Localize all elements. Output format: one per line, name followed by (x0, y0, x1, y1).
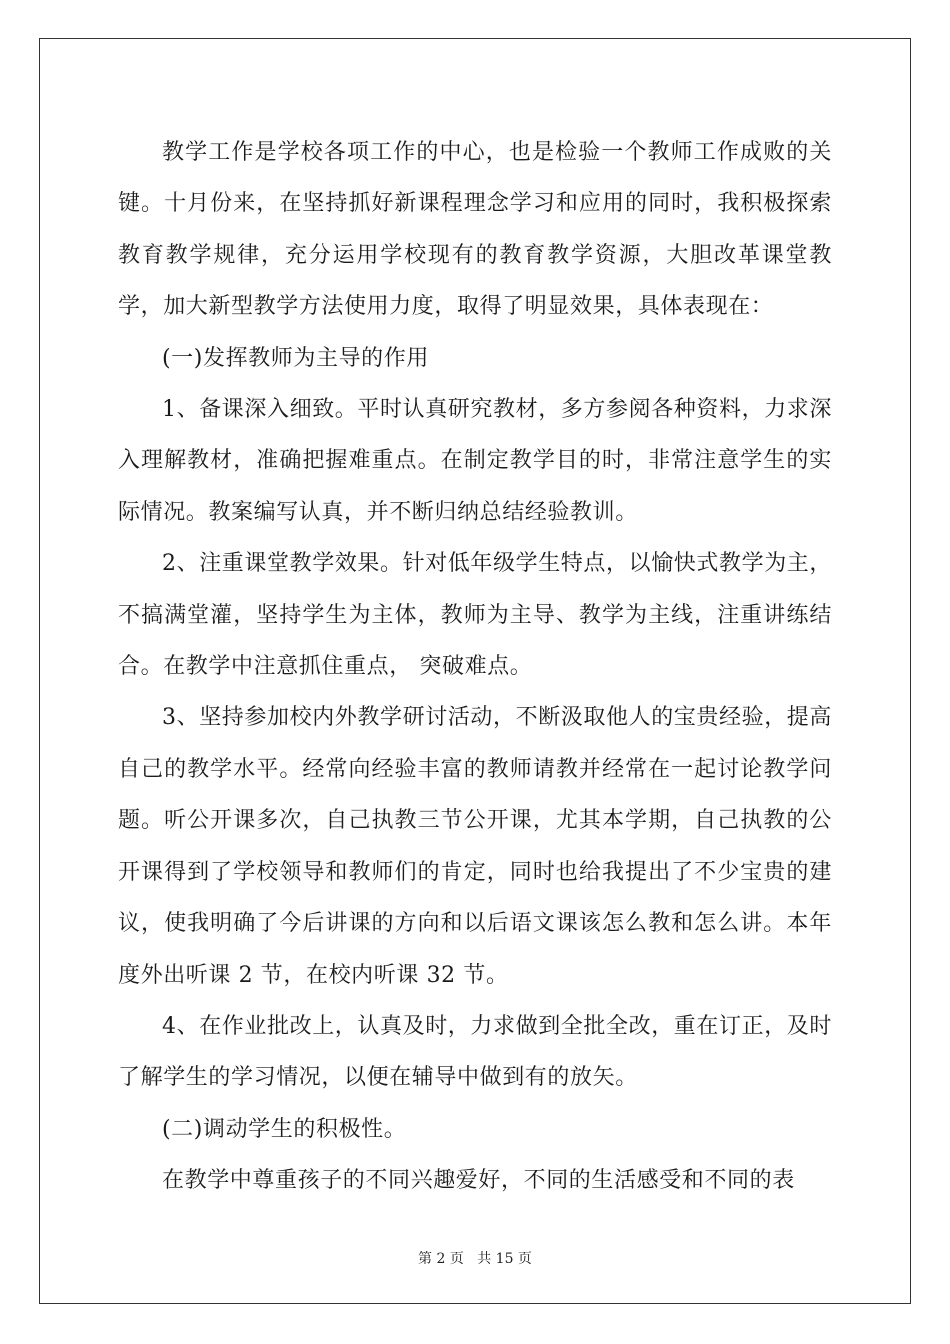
page-total: 共 15 页 (477, 1251, 532, 1267)
section-heading-1: (一)发挥教师为主导的作用 (162, 345, 429, 371)
footer-spacer (464, 1251, 477, 1267)
paragraph-item-1: 1、备课深入细致。平时认真研究教材，多方参阅各种资料，力求深入理解教材，准确把握难重点。在制定教学目的时，非常注意学生的实际情况。教案编写认真，并不断归纳总结经验教训。 (118, 397, 832, 525)
paragraph-item-4: 4、在作业批改上，认真及时，力求做到全批全改，重在订正，及时了解学生的学习情况，以便在辅导中做到有的放矢。 (118, 1013, 832, 1091)
section-heading-2: (二)调动学生的积极性。 (162, 1116, 407, 1142)
document-body (118, 127, 832, 1207)
paragraph-item-2: 2、注重课堂教学效果。针对低年级学生特点，以愉快式教学为主，不搞满堂灌，坚持学生为主体，教师为主导、教学为主线，注重讲练结合。在教学中注意抓住重点， 突破难点。 (118, 551, 832, 680)
paragraph-item-3: 3、坚持参加校内外教学研讨活动，不断汲取他人的宝贵经验，提高自己的教学水平。经常向经验丰富的教师请教并经常在一起讨论教学问题。听公开课多次，自己执教三节公开课，尤其本学期，自己执教的公开课得到了学校领导和教师们的肯定，同时也给我提出了不少宝贵的建议，使我明确了今后讲课的方向和以后语文课该怎么教和怎么讲。本年度外出听课 2 节，在校内听课 32 节。 (118, 705, 832, 988)
paragraph-intro: 教学工作是学校各项工作的中心，也是检验一个教师工作成败的关键。十月份来，在坚持抓好新课程理念学习和应用的同时，我积极探索教育教学规律，充分运用学校现有的教育教学资源，大胆改革课堂教学，加大新型教学方法使用力度，取得了明显效果，具体表现在： (118, 140, 832, 320)
page-footer (0, 1248, 950, 1268)
page-number: 第 2 页 (418, 1251, 464, 1267)
paragraph-continued: 在教学中尊重孩子的不同兴趣爱好，不同的生活感受和不同的表 (162, 1168, 795, 1194)
